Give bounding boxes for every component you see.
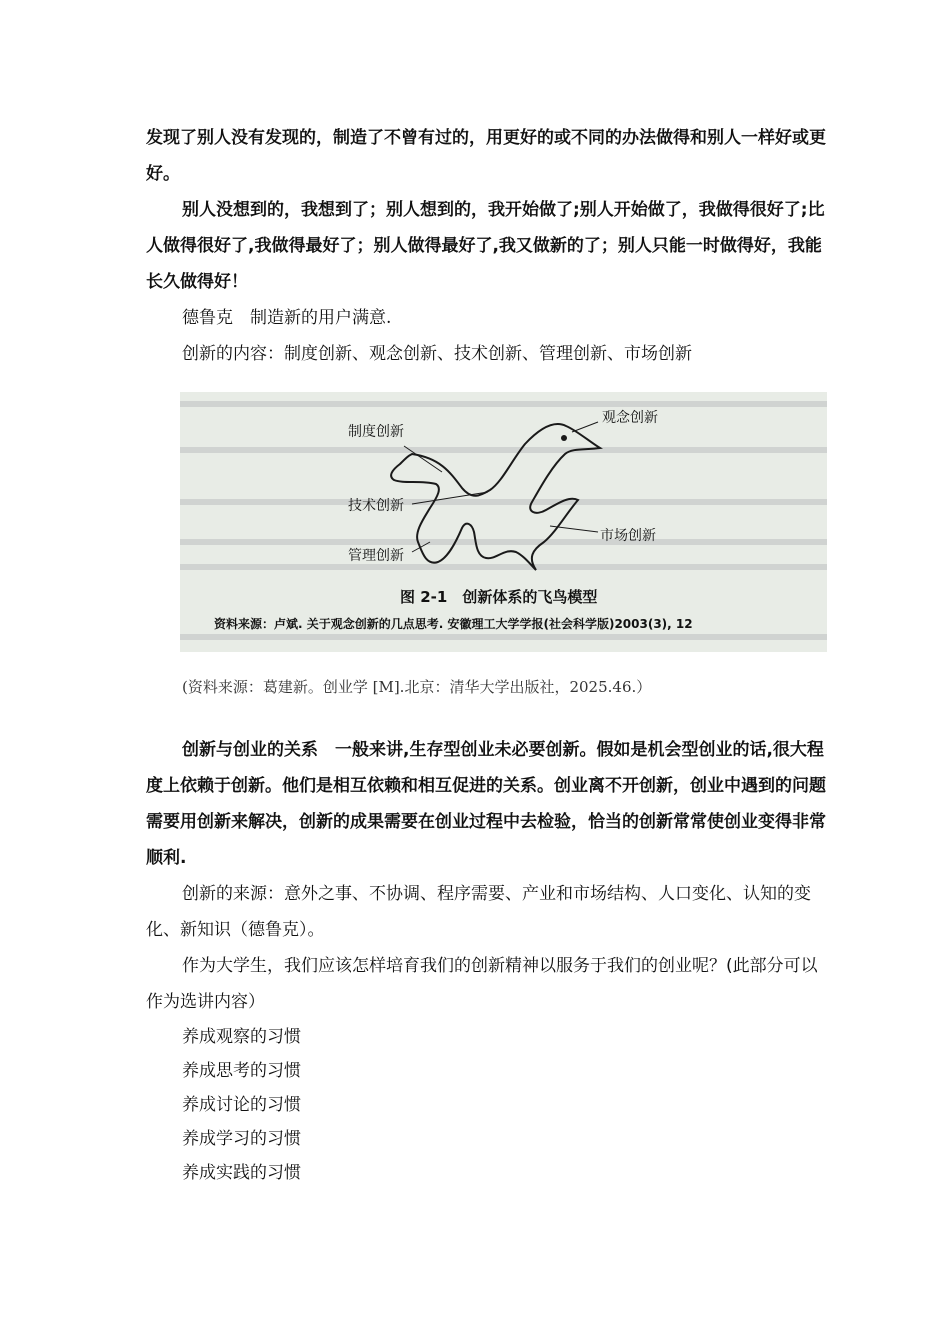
paragraph-innovation-definition: 发现了别人没有发现的，制造了不曾有过的，用更好的或不同的办法做得和别人一样好或更好。	[146, 128, 826, 184]
source-note: (资料来源：葛建新。创业学 [M].北京：清华大学出版社，2025.46.）	[182, 678, 652, 696]
label-zhidu: 制度创新	[348, 424, 404, 440]
bird-model-svg	[180, 392, 827, 652]
label-shichang: 市场创新	[600, 528, 656, 544]
habit-item: 养成观察的习惯	[182, 1027, 301, 1047]
habit-item: 养成学习的习惯	[182, 1129, 301, 1149]
figure-source: 资料来源：卢斌. 关于观念创新的几点思考. 安徽理工大学学报(社会科学版)2003(3), 12	[214, 617, 693, 631]
label-jishu: 技术创新	[348, 498, 404, 514]
paragraph-innovation-entrepreneurship: 创新与创业的关系 一般来讲,生存型创业未必要创新。假如是机会型创业的话,很大程度上依赖于创新。他们是相互依赖和相互促进的关系。创业离不开创新，创业中遇到的问题需要用创新来解决，创新的成果需要在创业过程中去检验，恰当的创新常常使创业变得非常顺利.	[146, 740, 826, 868]
habit-item: 养成实践的习惯	[182, 1163, 301, 1183]
paragraph-student-question: 作为大学生，我们应该怎样培育我们的创新精神以服务于我们的创业呢？(此部分可以作为选讲内容）	[146, 956, 818, 1012]
paragraph-innovation-comparison: 别人没想到的，我想到了；别人想到的，我开始做了;别人开始做了，我做得很好了;比人做得很好了,我做得最好了；别人做得最好了,我又做新的了；别人只能一时做得好，我能长久做得好！	[146, 200, 825, 292]
habit-item: 养成思考的习惯	[182, 1061, 301, 1081]
paragraph-drucker: 德鲁克 制造新的用户满意.	[182, 308, 392, 328]
document-page	[146, 120, 826, 1190]
bird-eye	[561, 435, 567, 441]
label-guannian: 观念创新	[602, 410, 658, 426]
paragraph-innovation-sources: 创新的来源：意外之事、不协调、程序需要、产业和市场结构、人口变化、认知的变化、新知识（德鲁克）。	[146, 884, 811, 940]
paragraph-innovation-content: 创新的内容：制度创新、观念创新、技术创新、管理创新、市场创新	[182, 344, 692, 364]
label-guanli: 管理创新	[348, 548, 404, 564]
bird-model-figure	[180, 392, 827, 652]
figure-caption: 图 2-1 创新体系的飞鸟模型	[400, 588, 598, 606]
figure-background	[180, 392, 827, 652]
habit-item: 养成讨论的习惯	[182, 1095, 301, 1115]
